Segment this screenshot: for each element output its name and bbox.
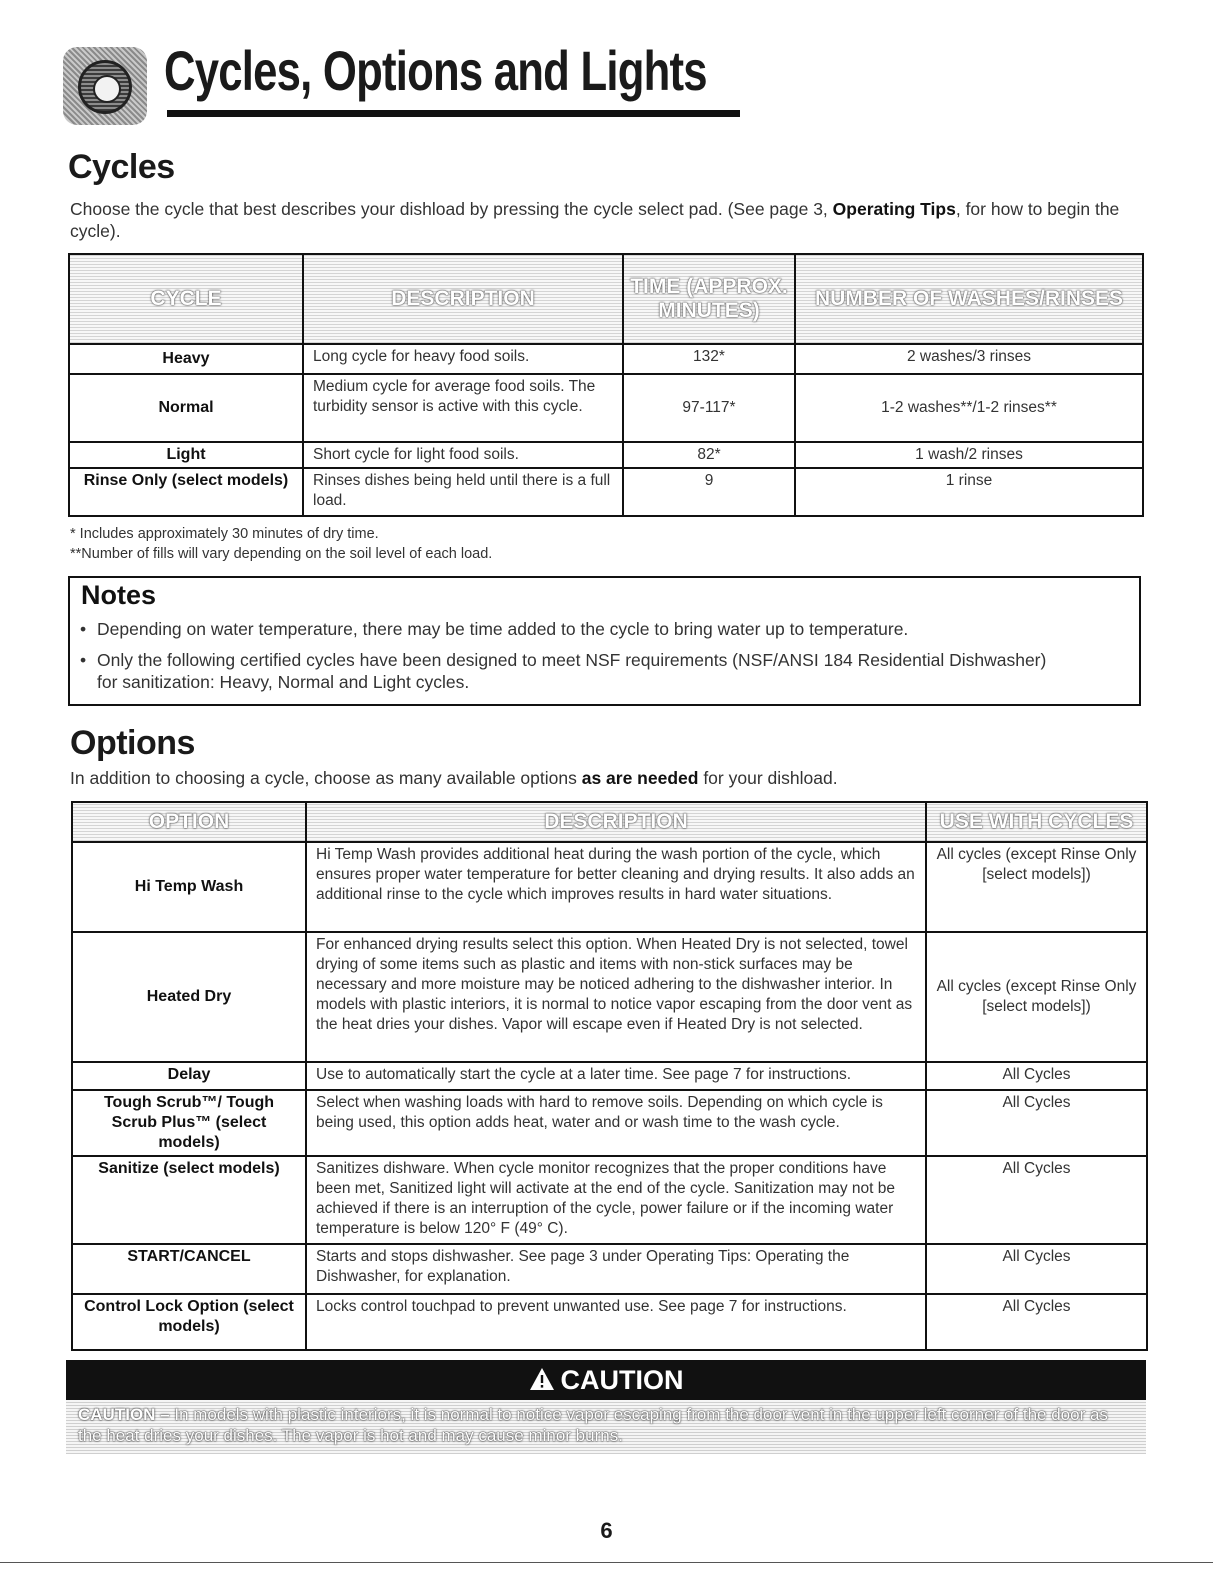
cycle-description: Medium cycle for average food soils. The turbidity sensor is active with this cycle. [303,374,623,442]
table-row [72,1244,1147,1294]
option-use: All Cycles [926,1294,1147,1350]
page-title: Cycles, Options and Lights [164,39,707,102]
option-use: All cycles (except Rinse Only [select models]) [926,932,1147,1062]
cycles-intro: Choose the cycle that best describes your dishload by pressing the cycle select pad. (See page 3, Operating Tips, for how to begin the cycle). [70,199,1120,241]
option-use: All Cycles [926,1244,1147,1294]
option-name: Heated Dry [72,932,306,1062]
cycles-heading: Cycles [68,148,175,186]
table-row [72,1090,1147,1156]
option-name: Delay [72,1062,306,1090]
cycle-description: Long cycle for heavy food soils. [303,344,623,374]
cycles-table [68,253,1144,517]
cycle-description: Rinses dishes being held until there is a full load. [303,468,623,516]
option-description: Hi Temp Wash provides additional heat during the wash portion of the cycle, which ensures proper water temperature for better cleaning and drying results. It also adds an additional rinse to the cycle which improves results in hard water situations. [306,842,926,932]
options-table-header [72,802,1147,842]
cycle-name: Light [69,442,303,468]
option-use: All Cycles [926,1090,1147,1156]
table-row [72,1294,1147,1350]
options-table [71,801,1148,1351]
caution-banner [66,1360,1146,1400]
options-intro: In addition to choosing a cycle, choose as many available options as are needed for your dishload. [70,768,838,788]
cycle-time: 9 [623,468,795,516]
option-name: Tough Scrub™/ Tough Scrub Plus™ (select models) [72,1090,306,1156]
warning-triangle-icon [529,1362,555,1402]
caution-text: CAUTION – In models with plastic interiors, it is normal to notice vapor escaping from the door vent in the upper left corner of the door as the heat dries your dishes. The vapor is hot and may cause minor burns. [66,1400,1146,1454]
table-row [72,932,1147,1062]
header-time: TIME (APPROX. MINUTES) [623,254,795,344]
cycle-washes: 1 wash/2 rinses [795,442,1143,468]
cycle-name: Heavy [69,344,303,374]
option-description: Locks control touchpad to prevent unwanted use. See page 7 for instructions. [306,1294,926,1350]
cycle-washes: 1 rinse [795,468,1143,516]
list-item: • Only the following certified cycles have been designed to meet NSF requirements (NSF/ANSI 184 Residential Dishwasher) for sanitization: Heavy, Normal and Light cycles. [70,649,1070,693]
cycles-table-header [69,254,1143,344]
option-name: Control Lock Option (select models) [72,1294,306,1350]
dishwasher-logo-icon [63,47,147,125]
table-row [69,468,1143,516]
notes-box [68,576,1141,706]
table-row [69,374,1143,442]
header-cycle: CYCLE [69,254,303,344]
header-option: OPTION [72,802,306,842]
header-description: DESCRIPTION [303,254,623,344]
option-description: Starts and stops dishwasher. See page 3 under Operating Tips: Operating the Dishwasher, for explanation. [306,1244,926,1294]
option-name: START/CANCEL [72,1244,306,1294]
option-description: For enhanced drying results select this option. When Heated Dry is not selected, towel drying of some items such as plastic and items with non-stick surfaces may be necessary and more moisture may be noticed adhering to the dishwasher interior. In models with plastic interiors, it is normal to notice vapor escaping from the door vent as the heat dries your dishes. Vapor will escape even if Heated Dry is not selected. [306,932,926,1062]
option-use: All Cycles [926,1062,1147,1090]
option-name: Sanitize (select models) [72,1156,306,1244]
cycle-washes: 1-2 washes**/1-2 rinses** [795,374,1143,442]
cycles-footnotes [70,524,492,564]
option-description: Select when washing loads with hard to remove soils. Depending on which cycle is being used, this option adds heat, water and or wash time to the wash cycle. [306,1090,926,1156]
bottom-divider [0,1562,1213,1563]
option-name: Hi Temp Wash [72,842,306,932]
notes-list [70,618,1070,702]
option-description: Use to automatically start the cycle at a later time. See page 7 for instructions. [306,1062,926,1090]
footnote-fills: **Number of fills will vary depending on the soil level of each load. [70,546,493,562]
header-use-with-cycles: USE WITH CYCLES [926,802,1147,842]
options-heading: Options [70,724,195,762]
page-number: 6 [600,1518,613,1543]
option-use: All cycles (except Rinse Only [select models]) [926,842,1147,932]
option-use: All Cycles [926,1156,1147,1244]
header-description: DESCRIPTION [306,802,926,842]
table-row [72,1062,1147,1090]
caution-title: CAUTION [560,1365,684,1395]
title-underline [167,110,740,117]
table-row [69,344,1143,374]
notes-heading: Notes [81,580,157,610]
cycle-washes: 2 washes/3 rinses [795,344,1143,374]
cycle-name: Rinse Only (select models) [69,468,303,516]
cycle-time: 97-117* [623,374,795,442]
cycle-description: Short cycle for light food soils. [303,442,623,468]
cycle-name: Normal [69,374,303,442]
list-item: • Depending on water temperature, there may be time added to the cycle to bring water up to temperature. [70,618,1070,640]
table-row [69,442,1143,468]
header-washes: NUMBER OF WASHES/RINSES [795,254,1143,344]
cycle-time: 82* [623,442,795,468]
table-row [72,842,1147,932]
option-description: Sanitizes dishware. When cycle monitor recognizes that the proper conditions have been met, Sanitized light will activate at the end of the cycle. Sanitization may not be achieved if there is an interruption of the cycle, power failure or if the incoming water temperature is below 120° F (49° C). [306,1156,926,1244]
cycle-time: 132* [623,344,795,374]
footnote-dry-time: * Includes approximately 30 minutes of dry time. [70,526,379,542]
table-row [72,1156,1147,1244]
